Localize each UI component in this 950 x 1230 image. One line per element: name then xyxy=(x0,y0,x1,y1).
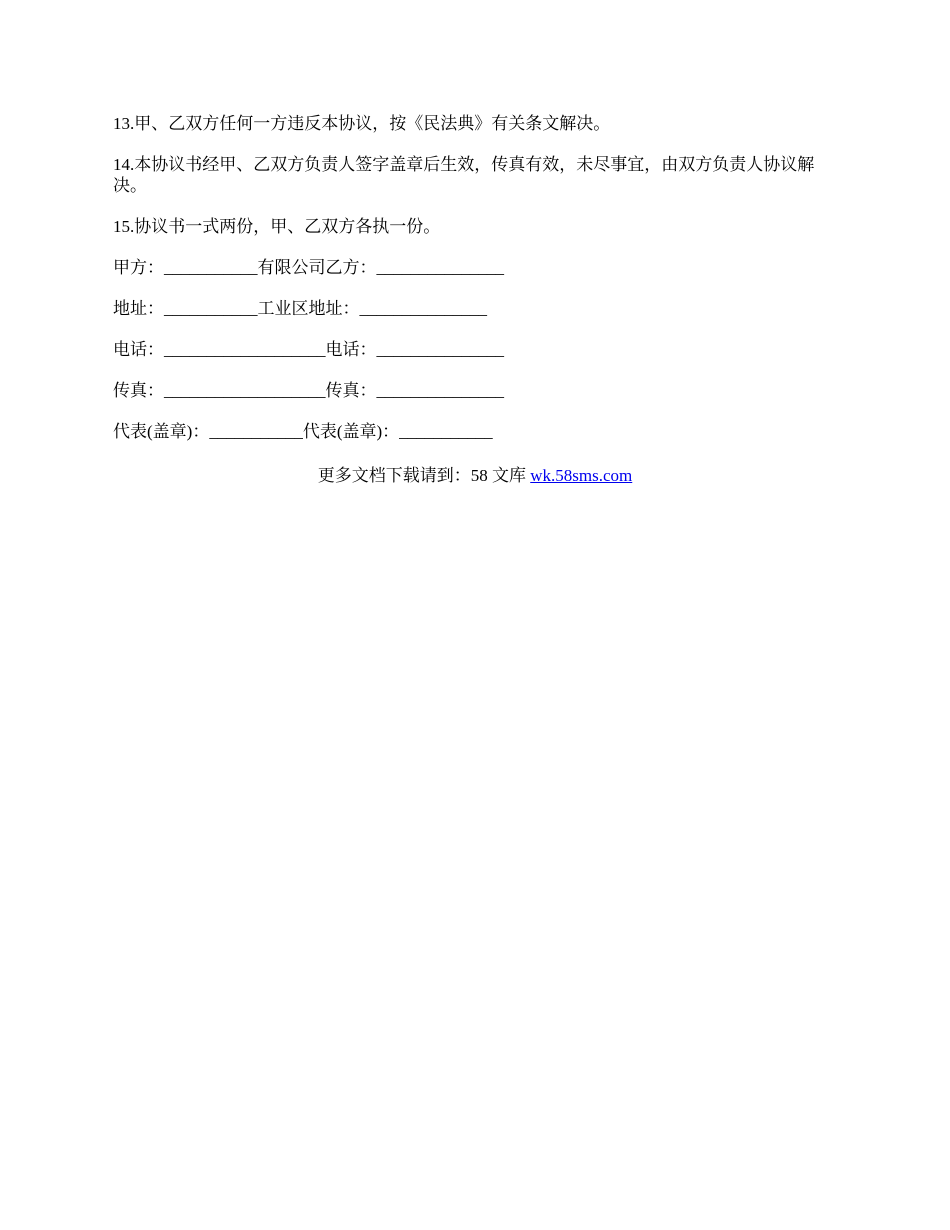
party-name-line: 甲方：___________有限公司乙方：_______________ xyxy=(113,258,504,277)
clause-15: 15.协议书一式两份，甲、乙双方各执一份。 xyxy=(113,217,441,236)
document-body xyxy=(113,113,833,462)
clause-14: 14.本协议书经甲、乙双方负责人签字盖章后生效，传真有效，未尽事宜，由双方负责人协议解决。 xyxy=(113,155,815,195)
footer-prefix: 更多文档下载请到：58 文库 xyxy=(317,466,531,485)
footer-link[interactable]: wk.58sms.com xyxy=(530,466,633,485)
representative-line: 代表(盖章)：___________代表(盖章)：___________ xyxy=(113,422,493,441)
phone-line: 电话：___________________电话：_______________ xyxy=(113,340,504,359)
address-line: 地址：___________工业区地址：_______________ xyxy=(113,299,487,318)
fax-line: 传真：___________________传真：_______________ xyxy=(113,381,504,400)
clause-13: 13.甲、乙双方任何一方违反本协议，按《民法典》有关条文解决。 xyxy=(113,114,611,133)
footer-download-note xyxy=(0,465,950,486)
